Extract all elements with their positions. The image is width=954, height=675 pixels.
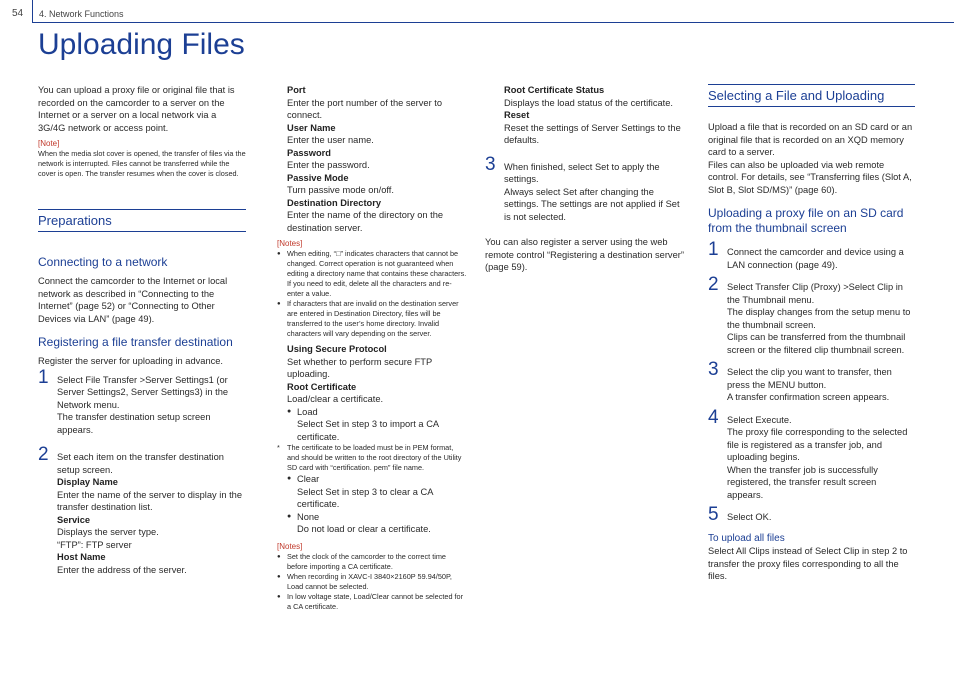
step-subtext: When the transfer job is successfully registered, the transfer result screen appears. <box>727 464 878 500</box>
step-number: 3 <box>708 359 719 380</box>
step-4 <box>708 408 915 502</box>
column-3 <box>485 84 688 274</box>
step-text: Select OK. <box>727 512 772 522</box>
page-title: Uploading Files <box>38 28 245 61</box>
step-3 <box>708 360 915 404</box>
desc-secure-protocol: Set whether to perform secure FTP uploading. <box>287 356 433 379</box>
term-host-name: Host Name <box>57 552 106 562</box>
step-number: 1 <box>708 239 719 260</box>
notes-label: [Notes] <box>277 541 303 551</box>
desc-port: Enter the port number of the server to connect. <box>287 97 443 120</box>
note-bullet: ● Set the clock of the camcorder to the correct time before importing a CA certificate. <box>277 552 467 572</box>
desc-passive-mode: Turn passive mode on/off. <box>287 185 394 195</box>
option-clear: ● Clear <box>287 473 467 486</box>
step-number: 2 <box>708 274 719 295</box>
note-text: If you need to edit, delete all the characters and re-enter a value. <box>287 279 452 298</box>
option-load: ● Load <box>287 406 467 419</box>
note-label: [Note] <box>38 139 60 148</box>
step-1 <box>708 240 915 271</box>
footnote: * The certificate to be loaded must be in PEM format, and should be written to the root directory of the Utility SD card with “certification. pem” file name. <box>277 443 467 473</box>
selecting-text-2: Files can also be uploaded via web remote control. For details, see “Transferring files (Slot A, Slot B, Slot SD/MS)” (page 60). <box>708 159 912 195</box>
desc-destination-directory: Enter the name of the directory on the destination server. <box>287 210 444 233</box>
column-2 <box>277 84 467 612</box>
step-text: Connect the camcorder and device using a LAN connection (page 49). <box>727 247 904 270</box>
page-number: 54 <box>12 8 24 19</box>
step-2 <box>38 445 246 576</box>
desc-root-certificate-status: Displays the load status of the certificate. <box>504 97 673 108</box>
step-number: 3 <box>485 153 496 175</box>
desc-reset: Reset the settings of Server Settings to the defaults. <box>504 122 681 145</box>
desc-clear: Select Set in step 3 to clear a CA certificate. <box>297 486 433 509</box>
desc-service-2: “FTP”: FTP server <box>57 539 132 550</box>
step-subtext: A transfer confirmation screen appears. <box>727 392 890 402</box>
step-text: Set each item on the transfer destination setup screen. <box>57 452 224 475</box>
term-destination-directory: Destination Directory <box>287 197 382 208</box>
step-3 <box>485 155 688 224</box>
term-passive-mode: Passive Mode <box>287 172 349 183</box>
desc-password: Enter the password. <box>287 160 370 170</box>
note-text: When the media slot cover is opened, the transfer of files via the network is interrupted. Files cannot be transferred while the cover is open. The transfer resumes when the cover is closed. <box>38 149 246 178</box>
desc-display-name: Enter the name of the server to display in the transfer destination list. <box>57 489 243 512</box>
step-text: Select File Transfer >Server Settings1 (or Server Settings2, Server Settings3) in the Network menu. <box>57 374 229 410</box>
step-subtext: The proxy file corresponding to the selected file is registered as a transfer job, and uploading begins. <box>727 427 908 462</box>
selecting-text: Upload a file that is recorded on an SD card or an original file that is recorded on an XQD memory card to a server. <box>708 122 913 157</box>
step-subtext: Always select Set after changing the settings. The settings are not applied if Set is not selected. <box>504 186 680 222</box>
web-remote-text: You can also register a server using the web remote control “Registering a destination server” (page 59). <box>485 237 684 272</box>
step-1 <box>38 368 246 437</box>
term-root-certificate: Root Certificate <box>287 381 357 392</box>
option-none: ● None <box>287 511 467 524</box>
desc-load: Select Set in step 3 to import a CA certificate. <box>297 419 439 442</box>
header-divider-horizontal <box>32 22 954 23</box>
term-secure-protocol: Using Secure Protocol <box>287 344 387 354</box>
term-display-name: Display Name <box>57 477 118 487</box>
term-user-name: User Name <box>287 122 336 133</box>
registering-text: Register the server for uploading in advance. <box>38 356 224 366</box>
subheading-proxy-upload: Uploading a proxy file on an SD card from the thumbnail screen <box>708 206 904 235</box>
step-text: Select Execute. <box>727 414 792 425</box>
step-subtext: Clips can be transferred from the thumbnail screen or the filtered clip thumbnail screen. <box>727 332 906 355</box>
desc-root-certificate: Load/clear a certificate. <box>287 394 384 404</box>
desc-none: Do not load or clear a certificate. <box>297 524 431 534</box>
step-number: 5 <box>708 504 719 525</box>
upload-all-text: Select All Clips instead of Select Clip in step 2 to transfer the proxy files corresponding to all the files. <box>708 546 908 581</box>
step-2 <box>708 275 915 356</box>
connecting-text: Connect the camcorder to the Internet or local network as described in “Connecting to the Internet” (page 52) or “Connecting to Other Devices via LAN” (page 49). <box>38 276 228 324</box>
step-text: Select Transfer Clip (Proxy) >Select Clip in the Thumbnail menu. <box>727 282 903 305</box>
term-password: Password <box>287 147 331 158</box>
step-number: 4 <box>708 406 719 428</box>
section-heading-preparations: Preparations <box>38 209 246 232</box>
subheading-connecting: Connecting to a network <box>38 255 168 269</box>
term-reset: Reset <box>504 110 530 120</box>
subheading-registering: Registering a file transfer destination <box>38 335 233 349</box>
term-root-certificate-status: Root Certificate Status <box>504 85 605 95</box>
note-bullet: ● When recording in XAVC-I 3840×2160P 59.94/50P, Load cannot be selected. <box>277 572 467 592</box>
section-heading-selecting: Selecting a File and Uploading <box>708 84 915 107</box>
term-port: Port <box>287 85 306 95</box>
note-text: ● When editing, “□” indicates characters that cannot be changed. Correct operation is not guaranteed when editing a directory name that contains these characters. <box>287 249 467 278</box>
desc-service-1: Displays the server type. <box>57 527 159 537</box>
desc-host-name: Enter the address of the server. <box>57 564 187 575</box>
column-1 <box>38 84 246 576</box>
step-subtext: The display changes from the setup menu to the thumbnail screen. <box>727 307 911 330</box>
note-bullet: ● In low voltage state, Load/Clear cannot be selected for a CA certificate. <box>277 592 467 612</box>
step-number: 1 <box>38 366 49 388</box>
term-service: Service <box>57 514 91 525</box>
step-text: Select the clip you want to transfer, then press the MENU button. <box>727 367 892 390</box>
column-4 <box>708 84 915 583</box>
header-divider-vertical <box>32 0 33 22</box>
desc-user-name: Enter the user name. <box>287 135 374 145</box>
step-number: 2 <box>38 444 49 465</box>
note-bullet <box>277 249 467 299</box>
intro-paragraph: You can upload a proxy file or original file that is recorded on the camcorder to a server on the Internet or a server on a local network via a 3G/4G network or access point. <box>38 85 235 133</box>
section-breadcrumb: 4. Network Functions <box>39 9 124 19</box>
step-5 <box>708 505 915 524</box>
step-subtext: The transfer destination setup screen appears. <box>57 412 211 435</box>
note-bullet: ● If characters that are invalid on the destination server are entered in Destination Directory, files will be transferred to the user’s home directory. Invalid characters will vary depending on the server. <box>277 299 467 339</box>
notes-label: [Notes] <box>277 239 303 248</box>
step-text: When finished, select Set to apply the settings. <box>504 161 660 184</box>
subheading-upload-all: To upload all files <box>708 533 785 544</box>
